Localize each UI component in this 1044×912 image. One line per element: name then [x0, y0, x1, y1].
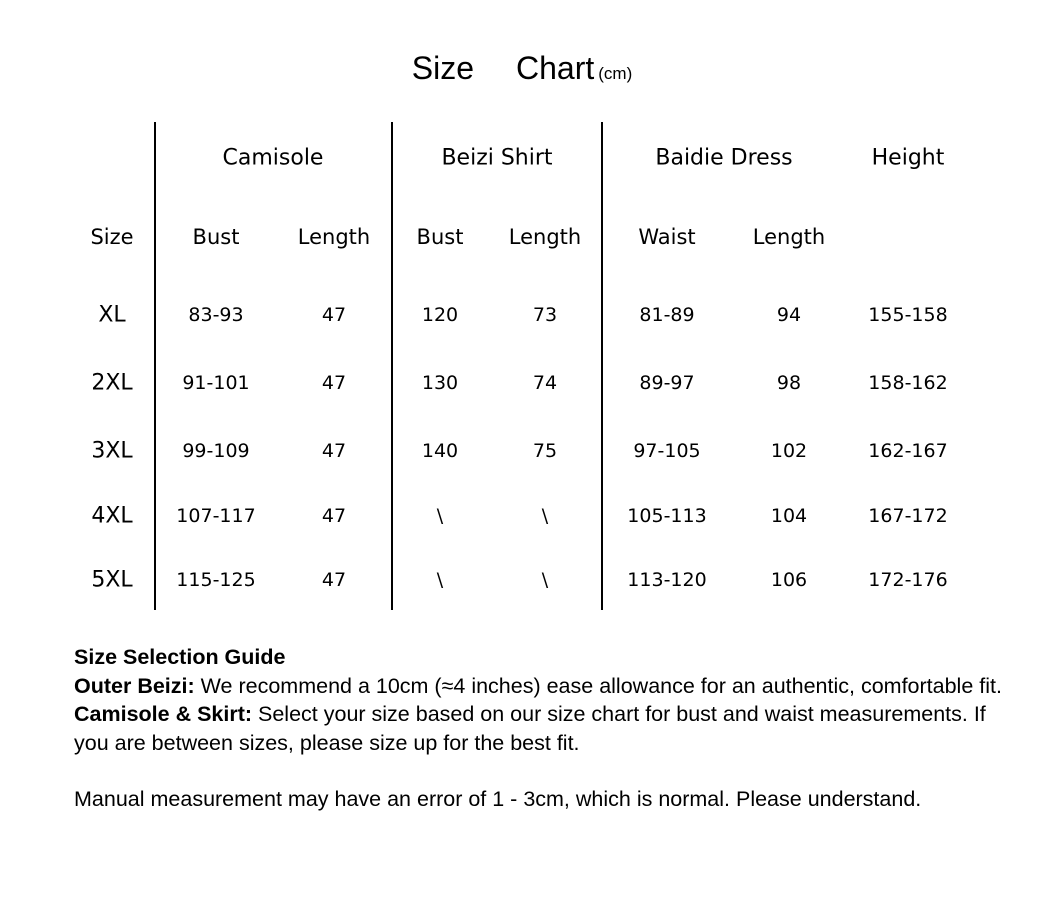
table-cell: 155-158 [868, 304, 948, 326]
size-column-header: Size [90, 225, 134, 249]
table-cell: 83-93 [188, 304, 244, 326]
column-header: Waist [638, 225, 696, 249]
size-label: 4XL [91, 503, 133, 529]
column-divider [154, 122, 156, 610]
table-cell: 47 [321, 372, 347, 394]
table-cell: 81-89 [639, 304, 695, 326]
column-header: Bust [192, 225, 240, 249]
column-header: Length [297, 225, 371, 249]
title-unit: (cm) [598, 64, 633, 83]
group-header: Beizi Shirt [441, 145, 553, 171]
table-cell: 167-172 [868, 505, 948, 527]
table-cell: 75 [532, 440, 558, 462]
column-header: Length [752, 225, 826, 249]
camisole-skirt-text: Select your size based on our size chart for bust and waist measurements. If you are between sizes, please size up for the best fit. [74, 702, 986, 755]
table-cell: 99-109 [182, 440, 250, 462]
table-cell: 115-125 [176, 569, 256, 591]
table-cell: 97-105 [633, 440, 701, 462]
size-label: XL [98, 302, 126, 328]
table-cell: \ [541, 505, 549, 527]
size-label: 5XL [91, 567, 133, 593]
table-cell: 130 [421, 372, 459, 394]
column-divider [601, 122, 603, 610]
table-cell: 47 [321, 505, 347, 527]
table-cell: 98 [776, 372, 802, 394]
measurement-note: Manual measurement may have an error of 1 - 3cm, which is normal. Please understand. [74, 787, 922, 811]
table-cell: 74 [532, 372, 558, 394]
table-cell: \ [541, 569, 549, 591]
table-cell: 120 [421, 304, 459, 326]
table-cell: 140 [421, 440, 459, 462]
table-cell: 158-162 [868, 372, 948, 394]
table-cell: 102 [770, 440, 808, 462]
guide-heading: Size Selection Guide [74, 645, 286, 669]
group-header: Baidie Dress [655, 145, 793, 171]
outer-beizi-text: We recommend a 10cm (≈4 inches) ease allowance for an authentic, comfortable fit. [194, 673, 1002, 698]
column-header: Length [508, 225, 582, 249]
table-cell: 172-176 [868, 569, 948, 591]
table-cell: 73 [532, 304, 558, 326]
table-cell: 113-120 [627, 569, 707, 591]
table-cell: \ [436, 505, 444, 527]
table-cell: 106 [770, 569, 808, 591]
title-chart: Chart [516, 50, 595, 86]
table-cell: 89-97 [639, 372, 695, 394]
title-size: Size [411, 50, 474, 86]
table-cell: \ [436, 569, 444, 591]
table-cell: 47 [321, 569, 347, 591]
table-cell: 104 [770, 505, 808, 527]
table-cell: 107-117 [176, 505, 256, 527]
outer-beizi-label: Outer Beizi: [74, 673, 195, 698]
table-cell: 91-101 [182, 372, 250, 394]
column-divider [391, 122, 393, 610]
table-cell: 162-167 [868, 440, 948, 462]
table-cell: 47 [321, 304, 347, 326]
group-header: Camisole [222, 145, 324, 171]
page-title [0, 50, 1044, 87]
size-label: 3XL [91, 438, 133, 464]
size-label: 2XL [91, 370, 133, 396]
table-cell: 105-113 [627, 505, 707, 527]
group-header: Height [871, 145, 945, 171]
table-cell: 94 [776, 304, 802, 326]
size-selection-guide [74, 643, 1014, 814]
column-header: Bust [416, 225, 464, 249]
table-cell: 47 [321, 440, 347, 462]
camisole-skirt-label: Camisole & Skirt: [74, 702, 253, 726]
